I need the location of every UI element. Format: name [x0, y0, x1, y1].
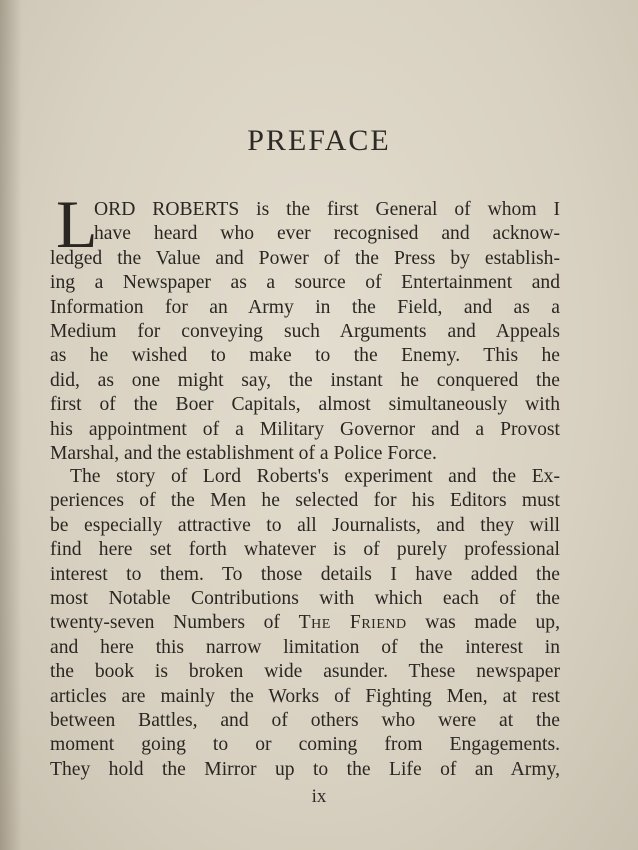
- page-title: PREFACE: [247, 124, 391, 157]
- text-line: Medium for conveying such Arguments and Appeals: [50, 321, 560, 343]
- text-fragment: was made up,: [425, 612, 560, 634]
- text-line: have heard who ever recognised and acknow-: [94, 223, 560, 245]
- text-line: interest to them. To those details I have added the: [50, 563, 560, 585]
- text-line: between Battles, and of others who were at the: [50, 710, 560, 732]
- text-line: his appointment of a Military Governor and a Provost: [50, 418, 560, 440]
- drop-cap: L: [56, 186, 98, 262]
- text-line: The story of Lord Roberts's experiment and the Ex-: [70, 466, 560, 487]
- text-line: the book is broken wide asunder. These newspaper: [50, 661, 560, 683]
- text-line-with-title: [50, 611, 560, 635]
- text-line: did, as one might say, the instant he conquered the: [50, 369, 560, 391]
- text-line: and here this narrow limitation of the interest in: [50, 636, 560, 658]
- text-line: find here set forth whatever is of purely professional: [50, 539, 560, 561]
- text-line: ORD ROBERTS is the first General of whom I: [94, 199, 560, 220]
- text-line: Information for an Army in the Field, and as a: [50, 296, 560, 318]
- text-line: periences of the Men he selected for his Editors must: [50, 490, 560, 512]
- text-line: as he wished to make to the Enemy. This he: [50, 345, 560, 367]
- text-line: ledged the Value and Power of the Press by establish-: [50, 247, 560, 269]
- text-line: articles are mainly the Works of Fighting Men, at rest: [50, 685, 560, 707]
- text-line: moment going to or coming from Engagements.: [50, 734, 560, 756]
- paragraph-2: [50, 465, 560, 782]
- page-number: ix: [311, 786, 327, 807]
- text-line: most Notable Contributions with which each of the: [50, 588, 560, 610]
- text-line: They hold the Mirror up to the Life of an Army,: [50, 758, 560, 780]
- text-fragment: twenty-seven Numbers of: [50, 612, 280, 634]
- newspaper-title: The Friend: [298, 612, 407, 634]
- paragraph-1: [50, 198, 560, 466]
- text-line: ing a Newspaper as a source of Entertainment and: [50, 272, 560, 294]
- text-line: be especially attractive to all Journalists, and they will: [50, 514, 560, 536]
- text-line: first of the Boer Capitals, almost simultaneously with: [50, 394, 560, 416]
- text-line: Marshal, and the establishment of a Police Force.: [50, 443, 437, 465]
